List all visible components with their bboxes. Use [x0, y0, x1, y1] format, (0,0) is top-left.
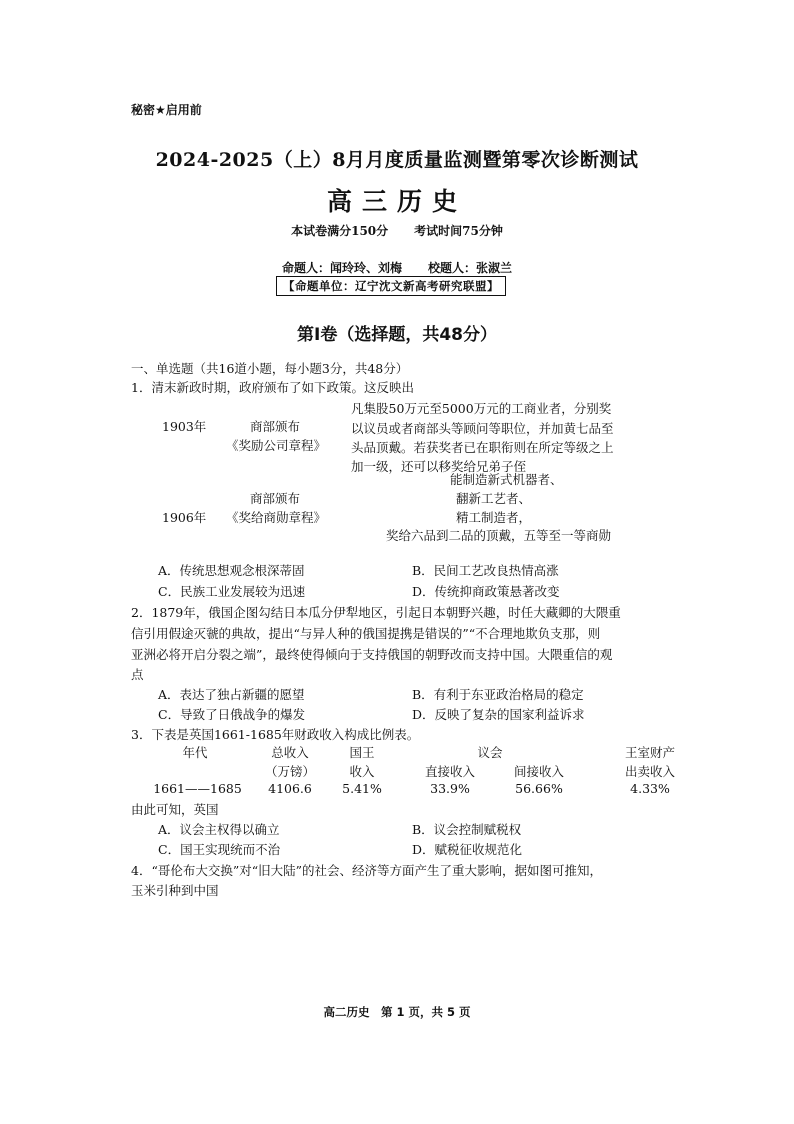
q3-cell-total: 4106.6	[268, 781, 312, 796]
q3-header-direct: 直接收入	[424, 764, 475, 779]
q1-doc-1: 《奖励公司章程》	[226, 438, 327, 453]
page-footer: 高二历史 第 1 页，共 5 页	[323, 1005, 471, 1019]
q3-header-total-unit: （万镑）	[264, 764, 315, 779]
q3-header-king: 国王	[349, 745, 375, 760]
exam-time: 考试时间75分钟	[414, 224, 503, 238]
q3-stem: 3．下表是英国1661-1685年财政收入构成比例表。	[131, 727, 420, 742]
exam-meta	[0, 222, 794, 239]
q2-stem-line-3: 亚洲必将开启分裂之端”，最终使得倾向于支持俄国的朝野改而支持中国。大隈重信的观	[131, 647, 613, 662]
q3-option-c[interactable]: C．国王实现统而不治	[158, 842, 281, 857]
q1-doc-2: 《奖给商勋章程》	[226, 510, 327, 525]
q4-stem-line-2: 玉米引种到中国	[131, 883, 219, 898]
full-score: 本试卷满分150分	[291, 224, 389, 238]
q3-header-parliament: 议会	[477, 745, 503, 760]
setter: 命题人：闻玲玲、刘梅	[281, 261, 402, 275]
subject-title: 高三历史	[326, 187, 467, 216]
q3-header-era: 年代	[182, 745, 208, 760]
q2-option-b[interactable]: B．有利于东亚政治格局的稳定	[412, 687, 584, 702]
q3-cell-indirect: 56.66%	[515, 781, 563, 796]
q3-option-b[interactable]: B．议会控制赋税权	[412, 822, 522, 837]
q3-cell-king: 5.41%	[342, 781, 382, 796]
q1-rule-2-line-1: 能制造新式机器者、	[450, 472, 563, 487]
volume-title: 第Ⅰ卷（选择题，共48分）	[297, 325, 497, 345]
q1-rule-1-line-2: 以议员或者商部头等顾问等职位，并加黄七品至	[351, 421, 614, 436]
q3-cell-era: 1661——1685	[153, 781, 242, 796]
q3-cell-direct: 33.9%	[430, 781, 470, 796]
q1-year-1903: 1903年	[162, 419, 207, 434]
q3-option-a[interactable]: A．议会主权得以确立	[158, 822, 280, 837]
q3-after: 由此可知，英国	[131, 802, 219, 817]
q3-header-king-income: 收入	[349, 764, 375, 779]
q3-option-d[interactable]: D．赋税征收规范化	[412, 842, 523, 857]
q2-option-c[interactable]: C．导致了日俄战争的爆发	[158, 707, 306, 722]
q1-dept-1: 商部颁布	[249, 419, 300, 434]
q1-rule-1-line-1: 凡集股50万元至5000万元的工商业者，分别奖	[351, 401, 612, 416]
q1-rule-2-line-3: 精工制造者，	[456, 510, 532, 525]
q2-stem-line-4: 点	[131, 667, 144, 682]
q1-option-d[interactable]: D．传统抑商政策悬著改变	[412, 584, 560, 599]
q1-option-a[interactable]: A．传统思想观念根深蒂固	[158, 563, 305, 578]
issuing-unit: 【命题单位：辽宁沈文新高考研究联盟】	[276, 276, 506, 296]
q3-header-royal: 王室财产	[624, 745, 675, 760]
q1-rule-2-line-2: 翻新工艺者、	[456, 491, 532, 506]
q4-stem-line-1: 4．“哥伦布大交换”对“旧大陆”的社会、经济等方面产生了重大影响，据如图可推知，	[131, 863, 603, 878]
q1-option-b[interactable]: B．民间工艺改良热情高涨	[412, 563, 559, 578]
q3-header-royal-sale: 出卖收入	[624, 764, 675, 779]
q2-option-a[interactable]: A．表达了独占新疆的愿望	[158, 687, 305, 702]
q1-stem: 1．清末新政时期，政府颁布了如下政策。这反映出	[131, 380, 414, 395]
q1-year-1906: 1906年	[162, 510, 207, 525]
secret-label: 秘密★启用前	[131, 103, 202, 117]
q3-cell-royal: 4.33%	[630, 781, 670, 796]
q2-stem-line-1: 2．1879年，俄国企图勾结日本瓜分伊犁地区，引起日本朝野兴趣，时任大藏卿的大隈重	[131, 605, 621, 620]
q1-rule-1-line-3: 头品顶戴。若获奖者已在职衔则在所定等级之上	[351, 440, 614, 455]
q1-rule-2-line-4: 奖给六品到二品的顶戴，五等至一等商勋	[386, 528, 612, 543]
q1-dept-2: 商部颁布	[249, 491, 300, 506]
q1-rule-1-line-4: 加一级，还可以移奖给兄弟子侄	[351, 459, 527, 474]
q2-stem-line-2: 信引用假途灭虢的典故，提出“与异人种的俄国提携是错误的”“不合理地欺负支那，则	[131, 626, 601, 641]
q1-option-c[interactable]: C．民族工业发展较为迅速	[158, 584, 306, 599]
section-title: 一、单选题（共16道小题，每小题3分，共48分）	[131, 361, 409, 376]
q3-header-total: 总收入	[271, 745, 309, 760]
q3-header-indirect: 间接收入	[513, 764, 564, 779]
authors	[0, 259, 794, 276]
reviewer: 校题人：张淑兰	[428, 261, 513, 275]
exam-title: 2024-2025（上）8月月度质量监测暨第零次诊断测试	[155, 149, 639, 171]
q2-option-d[interactable]: D．反映了复杂的国家利益诉求	[412, 707, 585, 722]
